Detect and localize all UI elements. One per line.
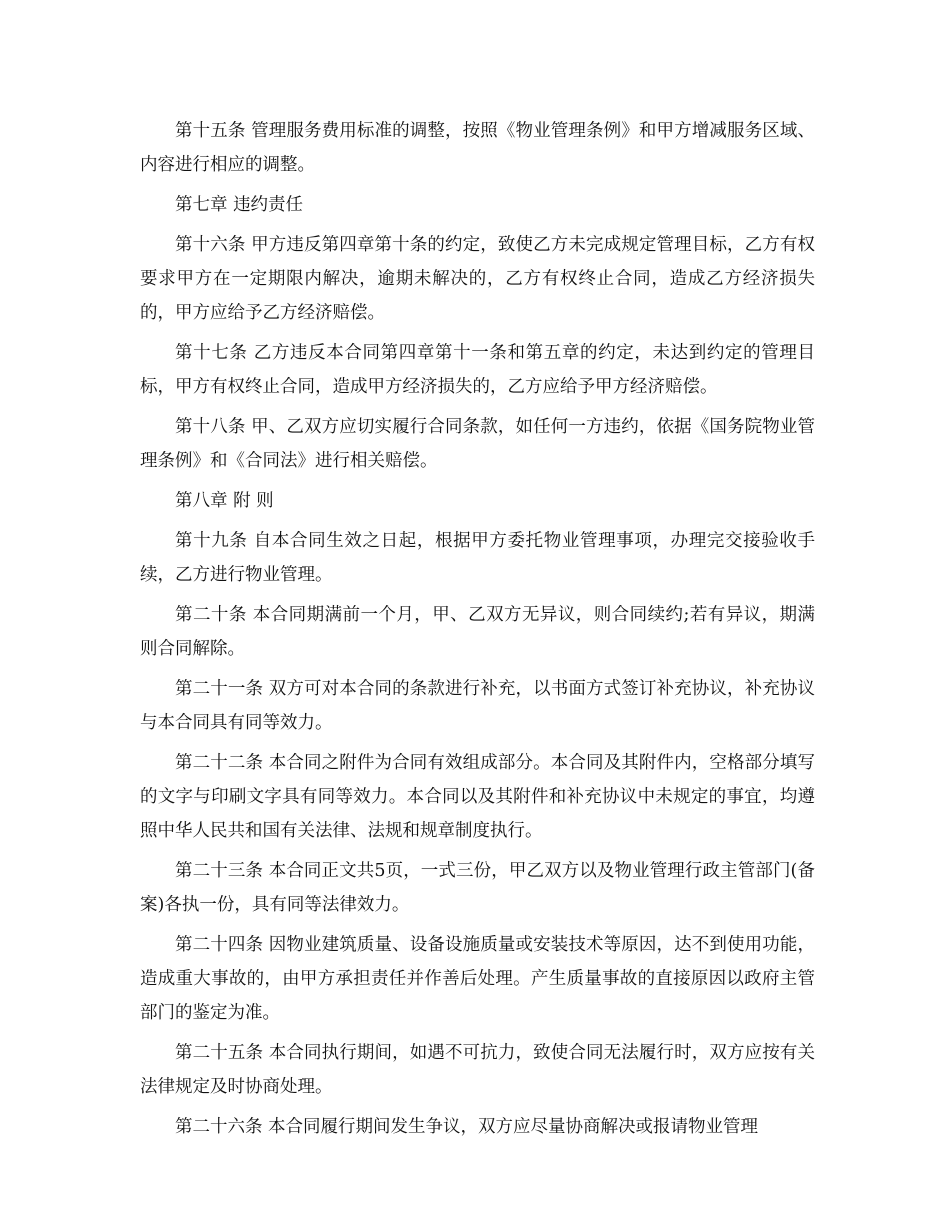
document-body: [140, 114, 815, 1150]
clause-16: 第十六条 甲方违反第四章第十条的约定，致使乙方未完成规定管理目标，乙方有权要求甲方在一定期限内解决，逾期未解决的，乙方有权终止合同，造成乙方经济损失的，甲方应给予乙方经济赔偿。: [140, 235, 815, 323]
clause-15: 第十五条 管理服务费用标准的调整，按照《物业管理条例》和甲方增减服务区域、内容进行相应的调整。: [140, 121, 815, 175]
clause-24: 第二十四条 因物业建筑质量、设备设施质量或安装技术等原因，达不到使用功能，造成重大事故的，由甲方承担责任并作善后处理。产生质量事故的直接原因以政府主管部门的鉴定为准。: [140, 935, 815, 1023]
clause-22: 第二十二条 本合同之附件为合同有效组成部分。本合同及其附件内，空格部分填写的文字与印刷文字具有同等效力。本合同以及其附件和补充协议中未规定的事宜，均遵照中华人民共和国有关法律、法规和规章制度执行。: [140, 753, 815, 841]
clause-19: 第十九条 自本合同生效之日起，根据甲方委托物业管理事项，办理完交接验收手续，乙方进行物业管理。: [140, 531, 815, 585]
clause-18: 第十八条 甲、乙双方应切实履行合同条款，如任何一方违约，依据《国务院物业管理条例》和《合同法》进行相关赔偿。: [140, 417, 815, 471]
clause-25: 第二十五条 本合同执行期间，如遇不可抗力，致使合同无法履行时，双方应按有关法律规定及时协商处理。: [140, 1043, 815, 1097]
clause-21: 第二十一条 双方可对本合同的条款进行补充，以书面方式签订补充协议，补充协议与本合同具有同等效力。: [140, 679, 815, 733]
chapter-8-heading: 第八章 附 则: [175, 491, 274, 511]
clause-17: 第十七条 乙方违反本合同第四章第十一条和第五章的约定，未达到约定的管理目标，甲方有权终止合同，造成甲方经济损失的，乙方应给予甲方经济赔偿。: [140, 343, 815, 397]
clause-23: 第二十三条 本合同正文共5页，一式三份，甲乙双方以及物业管理行政主管部门(备案)各执一份，具有同等法律效力。: [140, 861, 815, 915]
clause-20: 第二十条 本合同期满前一个月，甲、乙双方无异议，则合同续约;若有异议，期满则合同解除。: [140, 605, 815, 659]
chapter-7-heading: 第七章 违约责任: [175, 195, 304, 215]
clause-26: 第二十六条 本合同履行期间发生争议，双方应尽量协商解决或报请物业管理: [175, 1117, 759, 1137]
